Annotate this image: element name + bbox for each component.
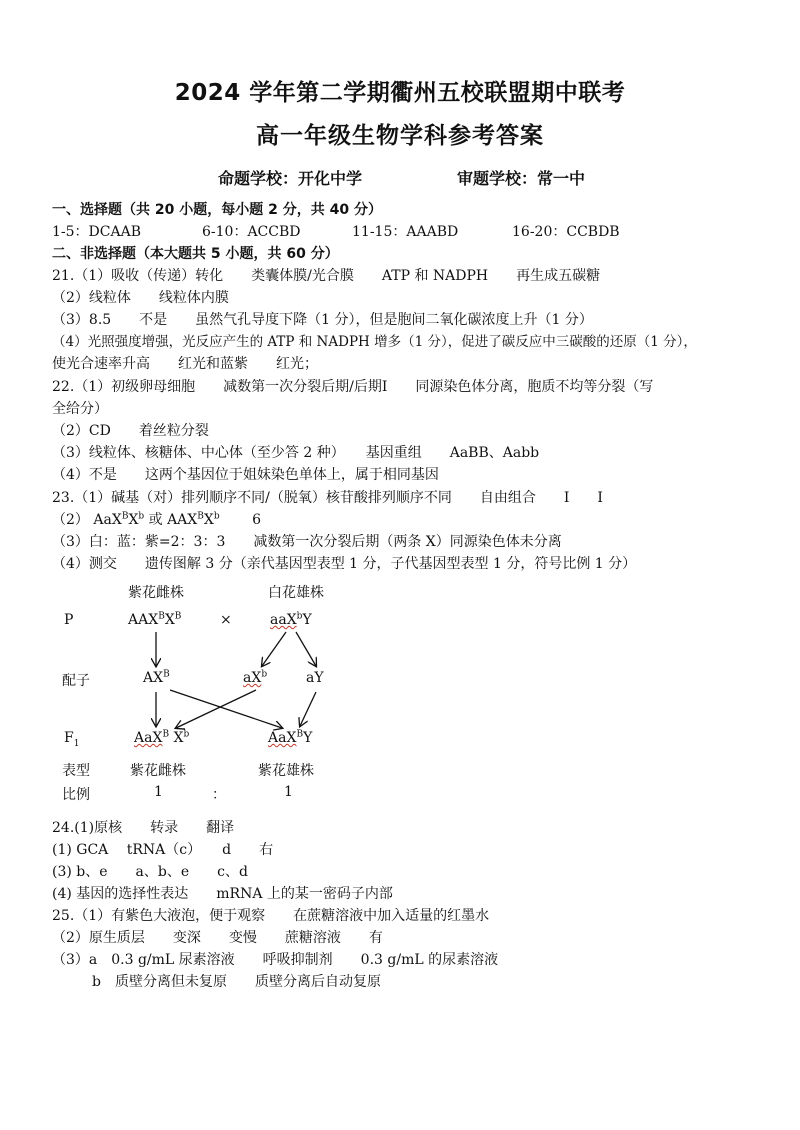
q21-line1: 21.（1）吸收（传递）转化 类囊体膜/光合膜 ATP 和 NADPH 再生成五碳糖 bbox=[52, 268, 601, 284]
q25-line4: b 质壁分离但未复原 质壁分离后自动复原 bbox=[92, 974, 381, 990]
gamete-3: aY bbox=[306, 670, 324, 686]
genotype-sup: B bbox=[174, 611, 182, 622]
genotype-base: aX bbox=[243, 670, 262, 686]
ratio-male: 1 bbox=[284, 784, 293, 800]
genotype-mid: Y bbox=[303, 730, 313, 746]
ratio-female: 1 bbox=[154, 784, 163, 800]
genotype-mid: X bbox=[169, 730, 184, 746]
q24-line3: (3) b、e a、b、e c、d bbox=[52, 864, 248, 880]
arrow-p-male-to-gamete-3 bbox=[296, 632, 316, 666]
cross-symbol: × bbox=[220, 612, 232, 628]
genotype-mid: Y bbox=[302, 612, 312, 628]
p-generation-label: P bbox=[64, 612, 74, 628]
q25-line3: （3）a 0.3 g/mL 尿素溶液 呼吸抑制剂 0.3 g/mL 的尿素溶液 bbox=[52, 952, 499, 968]
q22-line1: 22.（1）初级卵母细胞 减数第一次分裂后期/后期Ⅰ 同源染色体分离，胞质不均等分裂（写 bbox=[52, 379, 654, 395]
q21-line5: 使光合速率升高 红光和蓝紫 红光； bbox=[52, 356, 318, 372]
answer-group-2: 6-10：ACCBD bbox=[202, 224, 301, 240]
genotype-sup: b bbox=[296, 611, 303, 622]
ratio-colon: ： bbox=[212, 787, 226, 803]
genotype-sup: B bbox=[296, 729, 304, 740]
genotype-base: AaX bbox=[93, 512, 122, 528]
q21-line3: （3）8.5 不是 虽然气孔导度下降（1 分），但是胞间二氧化碳浓度上升（1 分） bbox=[52, 312, 593, 328]
f1-female-phenotype: 紫花雌株 bbox=[130, 763, 186, 779]
genotype-sup: B bbox=[162, 729, 170, 740]
proposer-school: 命题学校：开化中学 bbox=[218, 169, 363, 188]
genotype-base: aaX bbox=[270, 612, 297, 628]
genotype-mid: X bbox=[164, 612, 175, 628]
section2-heading: 二、非选择题（本大题共 5 小题，共 60 分） bbox=[52, 246, 339, 262]
q25-line2: （2）原生质层 变深 变慢 蔗糖溶液 有 bbox=[52, 930, 383, 946]
genotype-sup: b bbox=[183, 729, 190, 740]
q23-line1: 23.（1）碱基（对）排列顺序不同/（脱氧）核苷酸排列顺序不同 自由组合 Ⅰ Ⅰ bbox=[52, 490, 603, 506]
arrow-gamete3-to-f1-male bbox=[300, 692, 316, 726]
q22-line4: （3）线粒体、核糖体、中心体（至少答 2 种） 基因重组 AaBB、Aabb bbox=[52, 445, 540, 461]
answer-group-3: 11-15：AAABD bbox=[352, 224, 459, 240]
female-parent-label: 紫花雌株 bbox=[128, 585, 184, 601]
genotype-base: AAX bbox=[128, 612, 159, 628]
ratio-label: 比例 bbox=[62, 787, 90, 803]
q22-line3: （2）CD 着丝粒分裂 bbox=[52, 423, 209, 439]
f1-male-phenotype: 紫花雄株 bbox=[258, 763, 314, 779]
section1-heading: 一、选择题（共 20 小题，每小题 2 分，共 40 分） bbox=[52, 202, 382, 218]
phenotype-label: 表型 bbox=[62, 763, 90, 779]
q22-line5: （4）不是 这两个基因位于姐妹染色单体上，属于相同基因 bbox=[52, 467, 439, 483]
q22-line2: 全给分） bbox=[52, 401, 108, 417]
q24-line4: (4) 基因的选择性表达 mRNA 上的某一密码子内部 bbox=[52, 886, 393, 902]
q23-count: 6 bbox=[252, 512, 261, 528]
genotype-sup: b bbox=[138, 511, 145, 522]
gamete-label: 配子 bbox=[62, 673, 90, 689]
male-parent-label: 白花雄株 bbox=[268, 585, 324, 601]
genotype-sup: B bbox=[197, 511, 204, 522]
genotype-mid: X bbox=[203, 512, 214, 528]
genotype-sup: B bbox=[158, 611, 165, 622]
answer-group-4: 16-20：CCBDB bbox=[512, 224, 620, 240]
exam-title: 2024 学年第二学期衢州五校联盟期中联考 bbox=[174, 80, 626, 106]
q23-line2-prefix: （2） bbox=[52, 512, 89, 528]
genotype-sup: b bbox=[213, 511, 220, 522]
genotype-base: AaX bbox=[268, 730, 297, 746]
genotype-sup: B bbox=[121, 511, 129, 522]
q24-line1: 24.(1)原核 转录 翻译 bbox=[52, 820, 235, 836]
genotype-sup: B bbox=[163, 669, 170, 680]
genotype-or: 或 AAX bbox=[148, 512, 198, 528]
q24-line2: (1) GCA tRNA（c） d 右 bbox=[52, 842, 274, 858]
answer-group-1: 1-5：DCAAB bbox=[52, 224, 141, 240]
f1-letter: F bbox=[64, 730, 74, 746]
exam-subtitle: 高一年级生物学科参考答案 bbox=[256, 123, 544, 149]
genotype-base: AX bbox=[143, 670, 164, 686]
f1-subscript: 1 bbox=[73, 738, 80, 749]
q21-line4: （4）光照强度增强，光反应产生的 ATP 和 NADPH 增多（1 分），促进了碳反应中三碳酸的还原（1 分）， bbox=[52, 334, 697, 350]
arrow-p-male-to-gamete-2 bbox=[262, 632, 286, 666]
q25-line1: 25.（1）有紫色大液泡，便于观察 在蔗糖溶液中加入适量的红墨水 bbox=[52, 908, 490, 924]
q23-line3: （3）白：蓝：紫=2：3：3 减数第一次分裂后期（两条 X）同源染色体未分离 bbox=[52, 534, 562, 550]
q23-line4: （4）测交 遗传图解 3 分（亲代基因型表型 1 分，子代基因型表型 1 分，符号比例 1 分） bbox=[52, 556, 637, 572]
reviewer-school: 审题学校：常一中 bbox=[457, 169, 586, 188]
genotype-sup: b bbox=[261, 669, 268, 680]
q21-line2: （2）线粒体 线粒体内膜 bbox=[52, 290, 229, 306]
genotype-mid: X bbox=[128, 512, 139, 528]
genotype-base: AaX bbox=[134, 730, 163, 746]
